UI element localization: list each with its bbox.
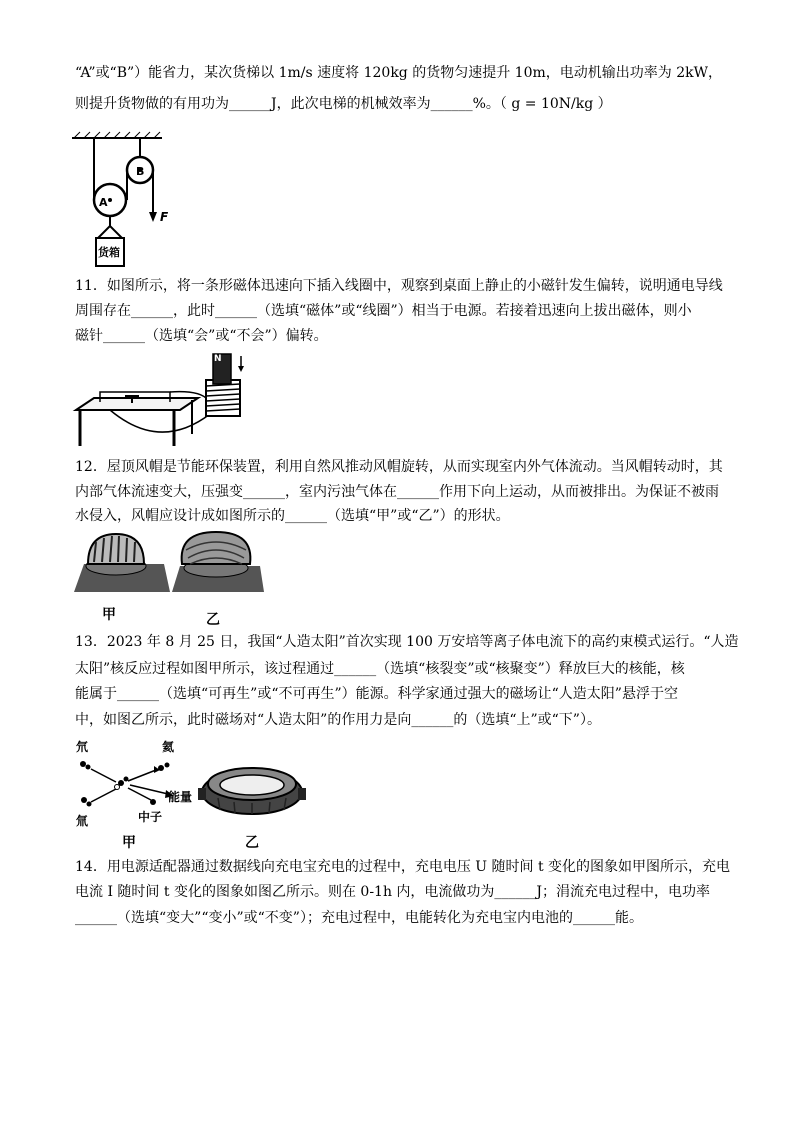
q10-line-2: 则提升货物做的有用功为______J，此次电梯的机械效率为______%。（ g = 10N/kg ） (75, 96, 612, 112)
force-label: F (160, 210, 169, 224)
helium-label: 氦 (162, 740, 175, 754)
roof-vent-figure (74, 528, 264, 593)
pulley-a-label: A (99, 196, 108, 209)
q11-line-3: 磁针______（选填“会”或“不会”）偏转。 (75, 328, 328, 344)
magnet-pole-label: N (214, 354, 222, 364)
tokamak-caption-yi: 乙 (245, 835, 259, 851)
q14-line-3: ______（选填“变大”“变小”或“不变”）；充电过程中，电能转化为充电宝内电池的______能。 (75, 910, 643, 926)
tokamak-image (198, 758, 306, 818)
q13-line-4: 中，如图乙所示，此时磁场对“人造太阳”的作用力是向______的（选填“上”或“下”）。 (75, 712, 601, 728)
vent-type-jia (74, 534, 170, 592)
deuterium-label: 氘 (76, 740, 89, 754)
neutron-label: 中子 (138, 810, 163, 824)
q11-line-1: 11．如图所示，将一条形磁体迅速向下插入线圈中，观察到桌面上静止的小磁针发生偏转，说明通电导线 (75, 278, 723, 294)
q12-line-1: 12．屋顶风帽是节能环保装置，利用自然风推动风帽旋转，从而实现室内外气体流动。当风帽转动时，其 (75, 459, 723, 475)
coil-magnet-diagram (70, 352, 250, 452)
fusion-reaction-figure (74, 736, 204, 828)
tritium-label: 氚 (76, 814, 89, 828)
vent-caption-jia: 甲 (102, 607, 116, 623)
q13-line-1: 13．2023 年 8 月 25 日，我国“人造太阳”首次实现 100 万安培等离子体电流下的高约束模式运行。“人造 (75, 634, 739, 650)
pulley-figure (66, 130, 186, 270)
cargo-box-label: 货箱 (98, 246, 120, 259)
q12-line-3: 水侵入，风帽应设计成如图所示的______（选填“甲”或“乙”）的形状。 (75, 508, 510, 524)
vent-caption-yi: 乙 (206, 612, 220, 628)
roof-vent-images (74, 528, 264, 593)
q14-line-1: 14．用电源适配器通过数据线向充电宝充电的过程中，充电电压 U 随时间 t 变化的图象如甲图所示，充电 (75, 859, 731, 875)
vent-type-yi (172, 532, 264, 592)
tokamak-figure (198, 758, 306, 818)
q10-line-1: “A”或“B”）能省力，某次货梯以 1m/s 速度将 120kg 的货物匀速提升 10m，电动机输出功率为 2kW， (75, 65, 722, 81)
q14-line-2: 电流 I 随时间 t 变化的图象如图乙所示。则在 0-1h 内，电流做功为______J；涓流充电过程中，电功率 (75, 884, 711, 900)
q12-line-2: 内部气体流速变大，压强变______，室内污浊气体在______作用下向上运动，从而被排出。为保证不被雨 (75, 484, 719, 500)
q11-line-2: 周围存在______，此时______（选填“磁体”或“线圈”）相当于电源。若接着迅速向上拔出磁体，则小 (75, 303, 692, 319)
coil-magnet-figure (70, 352, 250, 452)
q13-line-2: 太阳”核反应过程如图甲所示，该过程通过______（选填“核裂变”或“核聚变”）释放巨大的核能，核 (75, 661, 685, 677)
pulley-diagram (66, 130, 186, 270)
energy-label: 能量 (168, 790, 193, 804)
q13-line-3: 能属于______（选填“可再生”或“不可再生”）能源。科学家通过强大的磁场让“人造太阳”悬浮于空 (75, 686, 678, 702)
pulley-b-label: B (136, 165, 145, 178)
fusion-caption-jia: 甲 (122, 835, 136, 851)
